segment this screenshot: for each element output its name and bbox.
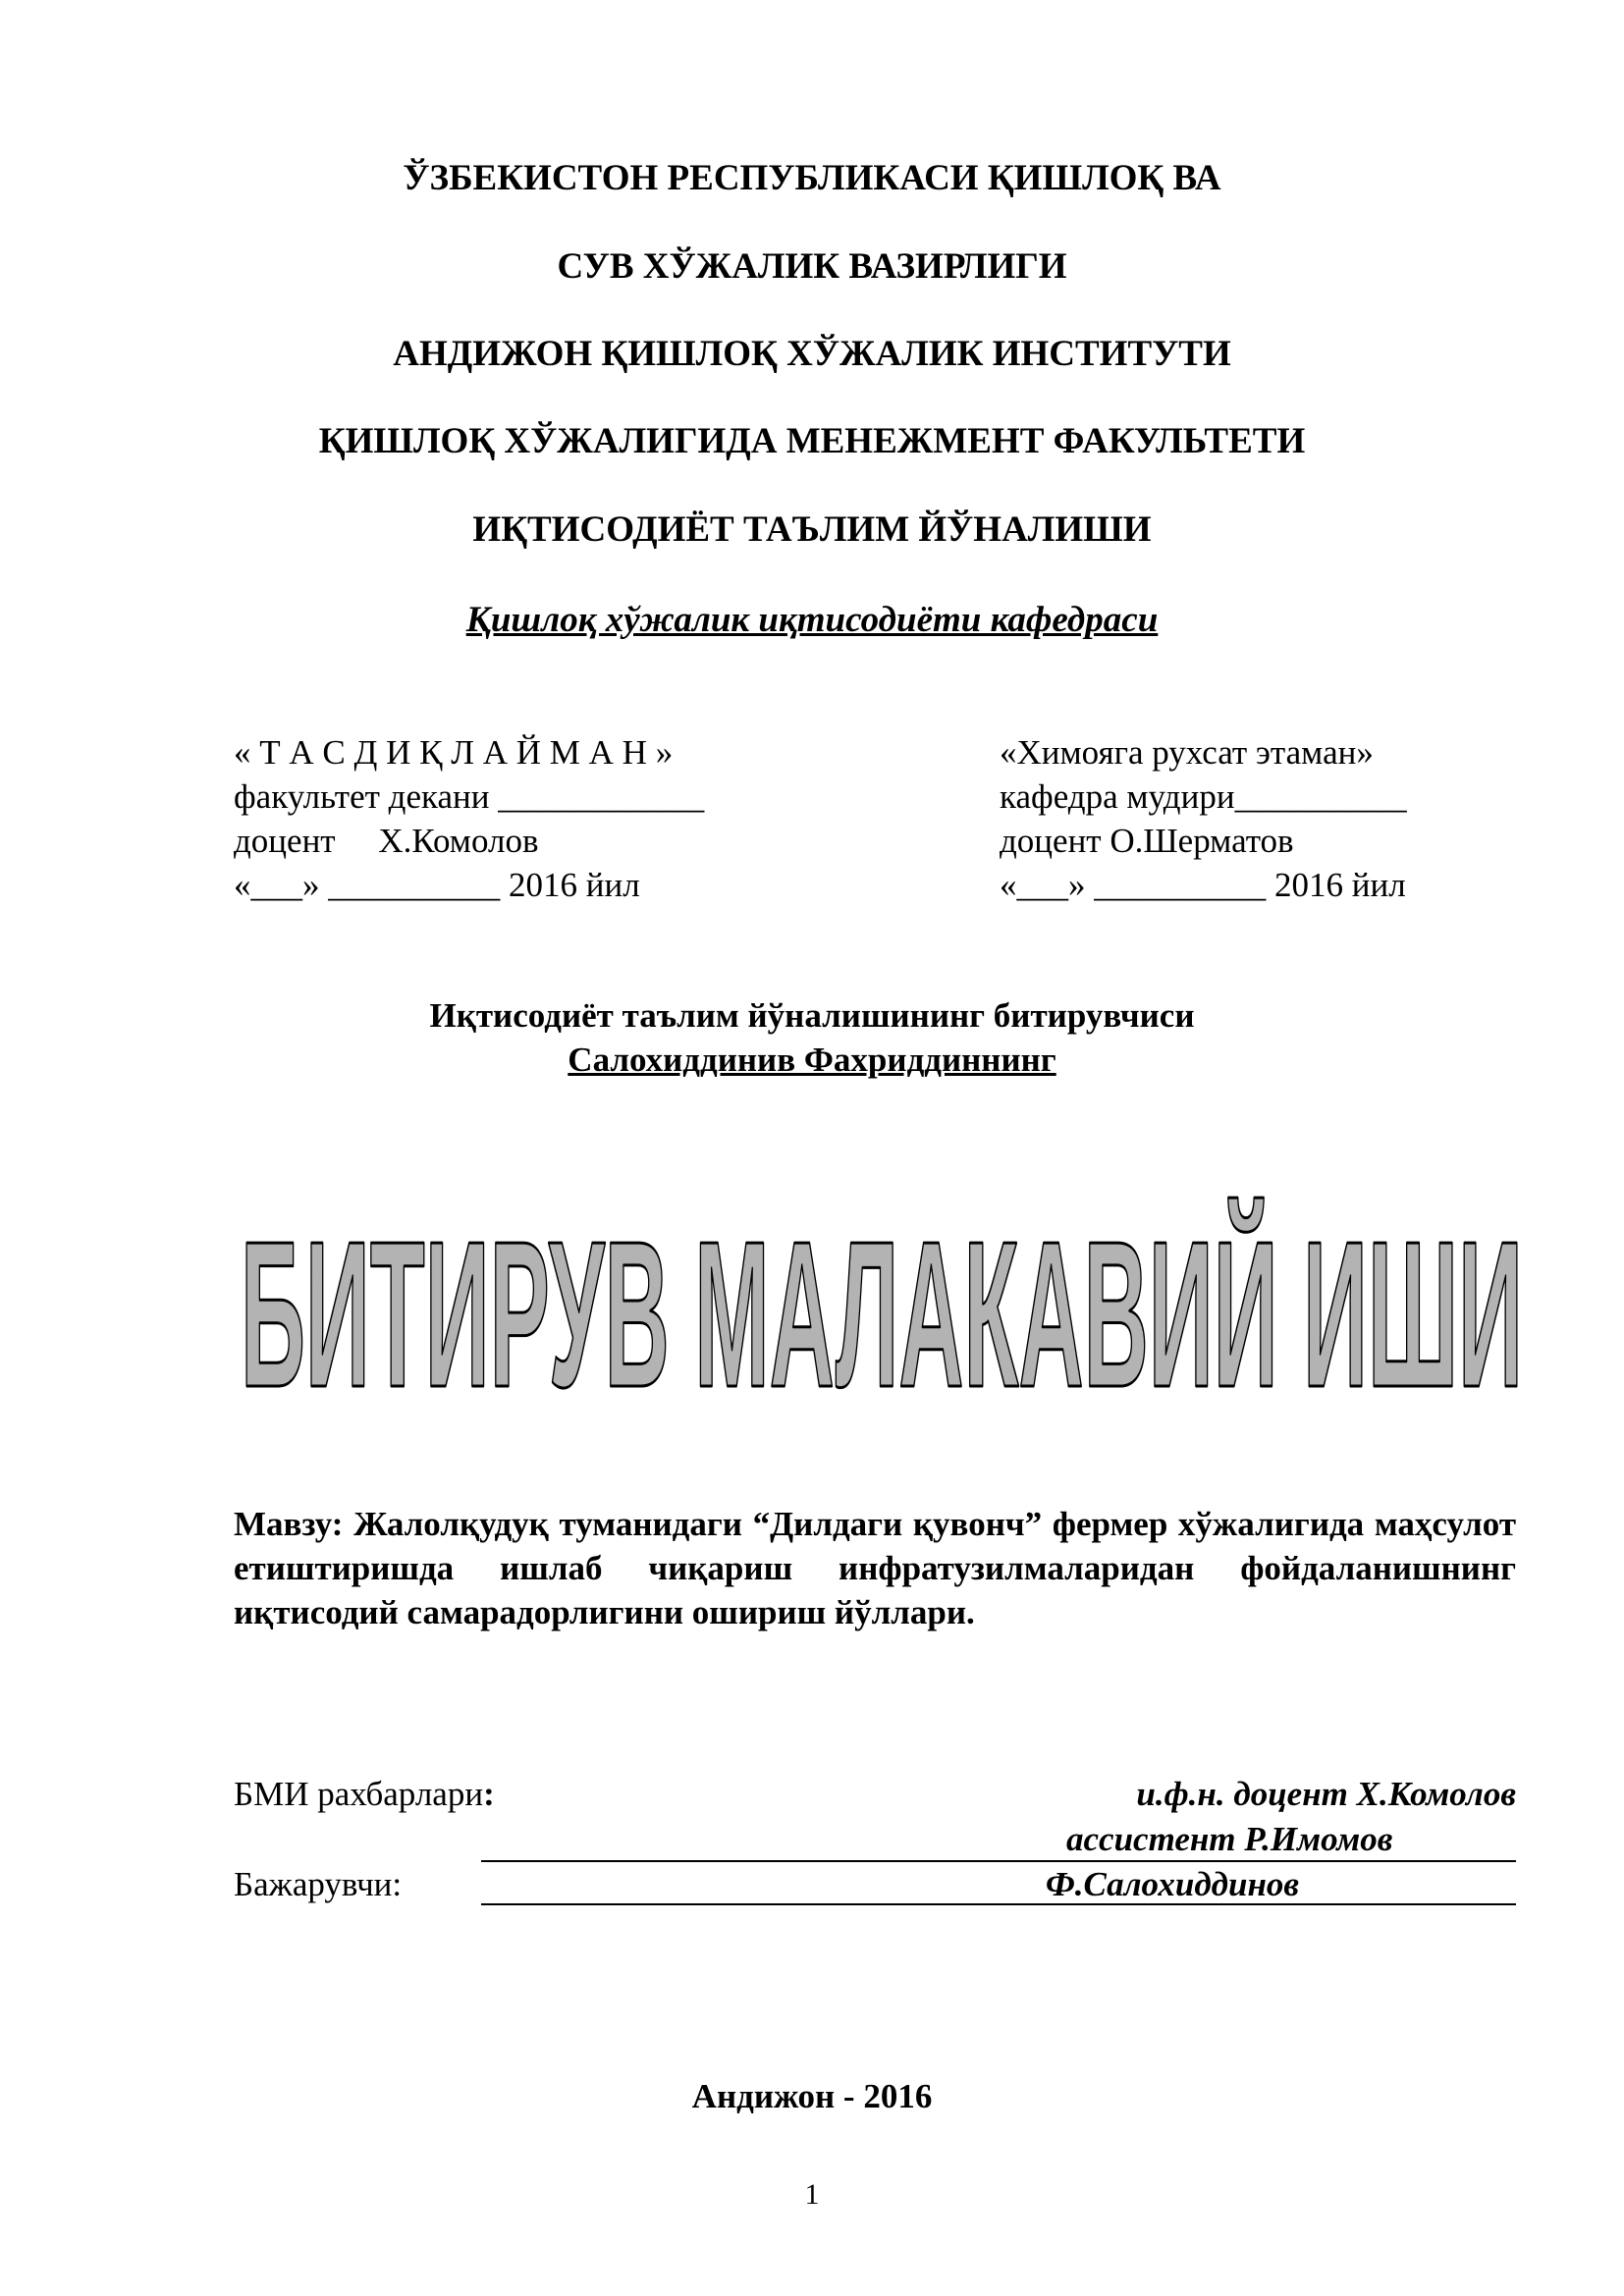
approval-right-title: «Химояга рухсат этаман» <box>1000 733 1374 772</box>
page-number: 1 <box>804 2178 820 2211</box>
supervisor-signature-line <box>481 1860 1516 1862</box>
work-title-wordart <box>234 1119 1530 1404</box>
ministry-line-2: СУВ ХЎЖАЛИК ВАЗИРЛИГИ <box>557 246 1067 287</box>
department-name: Қишлоқ хўжалик иқтисодиёти кафедраси <box>465 600 1159 640</box>
graduate-name: Салохиддинив Фахриддиннинг <box>568 1041 1056 1079</box>
approval-right-person: доцент О.Шерматов <box>1000 822 1294 860</box>
graduate-block <box>0 993 1624 1082</box>
approval-left-title: « Т А С Д И Қ Л А Й М А Н » <box>234 733 674 772</box>
topic-label: Мавзу: <box>234 1505 344 1543</box>
approval-left-date: «___» __________ 2016 йил <box>234 866 640 904</box>
topic-text: Жалолқудуқ туманидаги “Дилдаги қувонч” фермер хўжалигида маҳсулот етиштиришда ишлаб чиқариш инфратузилмаларидан фойдаланишнинг иқтисодий самарадорлигини ошириш йўллари. <box>234 1505 1517 1631</box>
approval-right-date: «___» __________ 2016 йил <box>1000 866 1406 904</box>
faculty-name: ҚИШЛОҚ ХЎЖАЛИГИДА МЕНЕЖМЕНТ ФАКУЛЬТЕТИ <box>318 421 1306 461</box>
executor-label: Бажарувчи: <box>234 1865 403 1903</box>
executor-name: Ф.Салохиддинов <box>1046 1865 1300 1903</box>
topic-block <box>234 1502 1516 1634</box>
institute-name: АНДИЖОН ҚИШЛОҚ ХЎЖАЛИК ИНСТИТУТИ <box>393 334 1231 374</box>
approval-left-person: доцент Х.Комолов <box>234 822 539 860</box>
approval-right-position: кафедра мудири__________ <box>1000 777 1407 816</box>
direction-name: ИҚТИСОДИЁТ ТАЪЛИМ ЙЎНАЛИШИ <box>472 509 1152 550</box>
approval-left-position: факультет декани ____________ <box>234 777 705 816</box>
city-year: Андижон - 2016 <box>691 2077 933 2115</box>
supervisors-label: БМИ рахбарлари: <box>234 1775 495 1813</box>
work-title-text: БИТИРУВ МАЛАКАВИЙ ИШИ <box>241 1198 1523 1404</box>
approval-right <box>1000 730 1407 907</box>
ministry-line-1: ЎЗБЕКИСТОН РЕСПУБЛИКАСИ ҚИШЛОҚ ВА <box>403 158 1221 198</box>
approval-left <box>234 730 704 907</box>
executor-signature-line <box>481 1903 1516 1905</box>
supervisor-2: ассистент Р.Имомов <box>1066 1820 1393 1858</box>
graduate-line: Иқтисодиёт таълим йўналишининг битирувчиси <box>429 996 1195 1035</box>
supervisor-1: и.ф.н. доцент Х.Комолов <box>1136 1775 1516 1813</box>
